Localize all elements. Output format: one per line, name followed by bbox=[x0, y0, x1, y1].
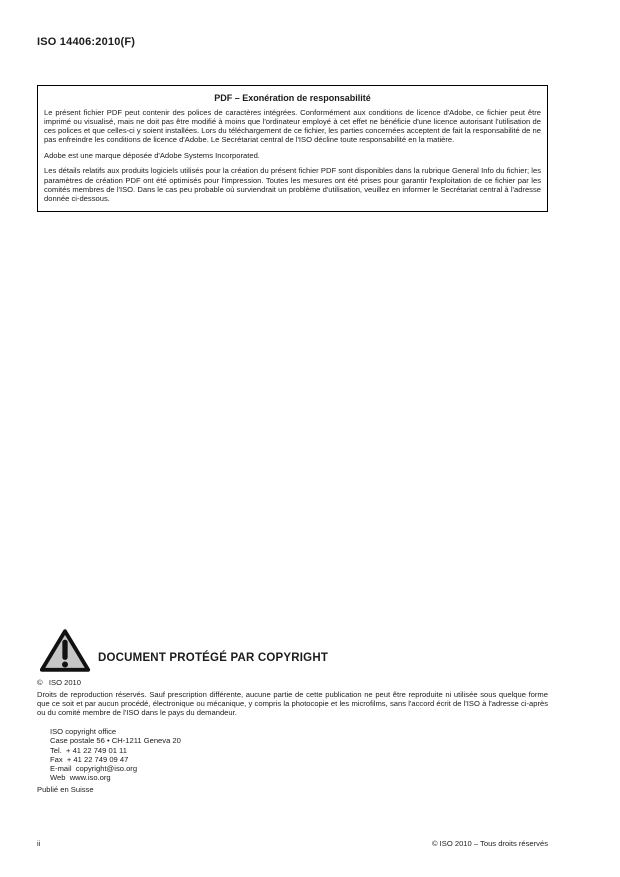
page-number: ii bbox=[37, 839, 41, 848]
reproduction-rights-text: Droits de reproduction réservés. Sauf prescription différente, aucune partie de cette publication ne peut être reproduite ni utilisée sous quelque forme que ce soit et par aucun procédé, électronique ou mécanique, y compris la photocopie et les microfilms, sans l'accord écrit de l'ISO à l'adresse ci-après ou du comité membre de l'ISO dans le pays du demandeur. bbox=[37, 690, 548, 718]
address-web-line: Web www.iso.org bbox=[50, 773, 111, 783]
address-fax-line: Fax + 41 22 749 09 47 bbox=[50, 754, 129, 764]
disclaimer-paragraph-3: Les détails relatifs aux produits logiciels utilisés pour la création du présent fichier PDF sont disponibles dans la rubrique General Info du fichier; les paramètres de création PDF ont été optimisés pour l'impression. Toutes les mesures ont été prises pour garantir l'exploitation de ce fichier par les comités membres de l'ISO. Dans le cas peu probable où surviendrait un problème d'utilisation, veuillez en informer le Secrétariat central à l'adresse donnée ci-dessous. bbox=[44, 166, 541, 203]
document-header: ISO 14406:2010(F) bbox=[37, 36, 136, 48]
address-email-line: E-mail copyright@iso.org bbox=[50, 764, 138, 774]
footer-copyright: © ISO 2010 – Tous droits réservés bbox=[431, 839, 548, 848]
disclaimer-title: PDF – Exonération de responsabilité bbox=[214, 93, 371, 103]
published-in-line: Publié en Suisse bbox=[37, 785, 94, 794]
copyright-banner-label: DOCUMENT PROTÉGÉ PAR COPYRIGHT bbox=[98, 651, 329, 664]
address-postal-line: Case postale 56 • CH-1211 Geneva 20 bbox=[50, 736, 181, 746]
disclaimer-paragraph-1: Le présent fichier PDF peut contenir des polices de caractères intégrées. Conformément aux conditions de licence d'Adobe, ce fichier peut être imprimé ou visualisé, mais ne doit pas être modifié à moins que l'ordinateur employé à cet effet ne bénéficie d'une licence autorisant l'utilisation de ces polices et que celles-ci y soient installées. Lors du téléchargement de ce fichier, les parties concernées acceptent de fait la responsabilité de ne pas enfreindre les conditions de licence d'Adobe. Le Secrétariat central de l'ISO décline toute responsabilité en la matière. bbox=[44, 108, 541, 145]
copyright-notice-line: © ISO 2010 bbox=[37, 678, 82, 687]
page-footer bbox=[37, 839, 548, 848]
copyright-banner bbox=[38, 627, 328, 674]
pdf-disclaimer-box bbox=[37, 85, 548, 212]
address-tel-line: Tel. + 41 22 749 01 11 bbox=[50, 745, 127, 755]
iso-address-block bbox=[50, 727, 181, 783]
warning-triangle-icon bbox=[38, 627, 92, 674]
disclaimer-paragraph-2: Adobe est une marque déposée d'Adobe Systems Incorporated. bbox=[44, 150, 260, 160]
address-office-line: ISO copyright office bbox=[50, 727, 117, 736]
